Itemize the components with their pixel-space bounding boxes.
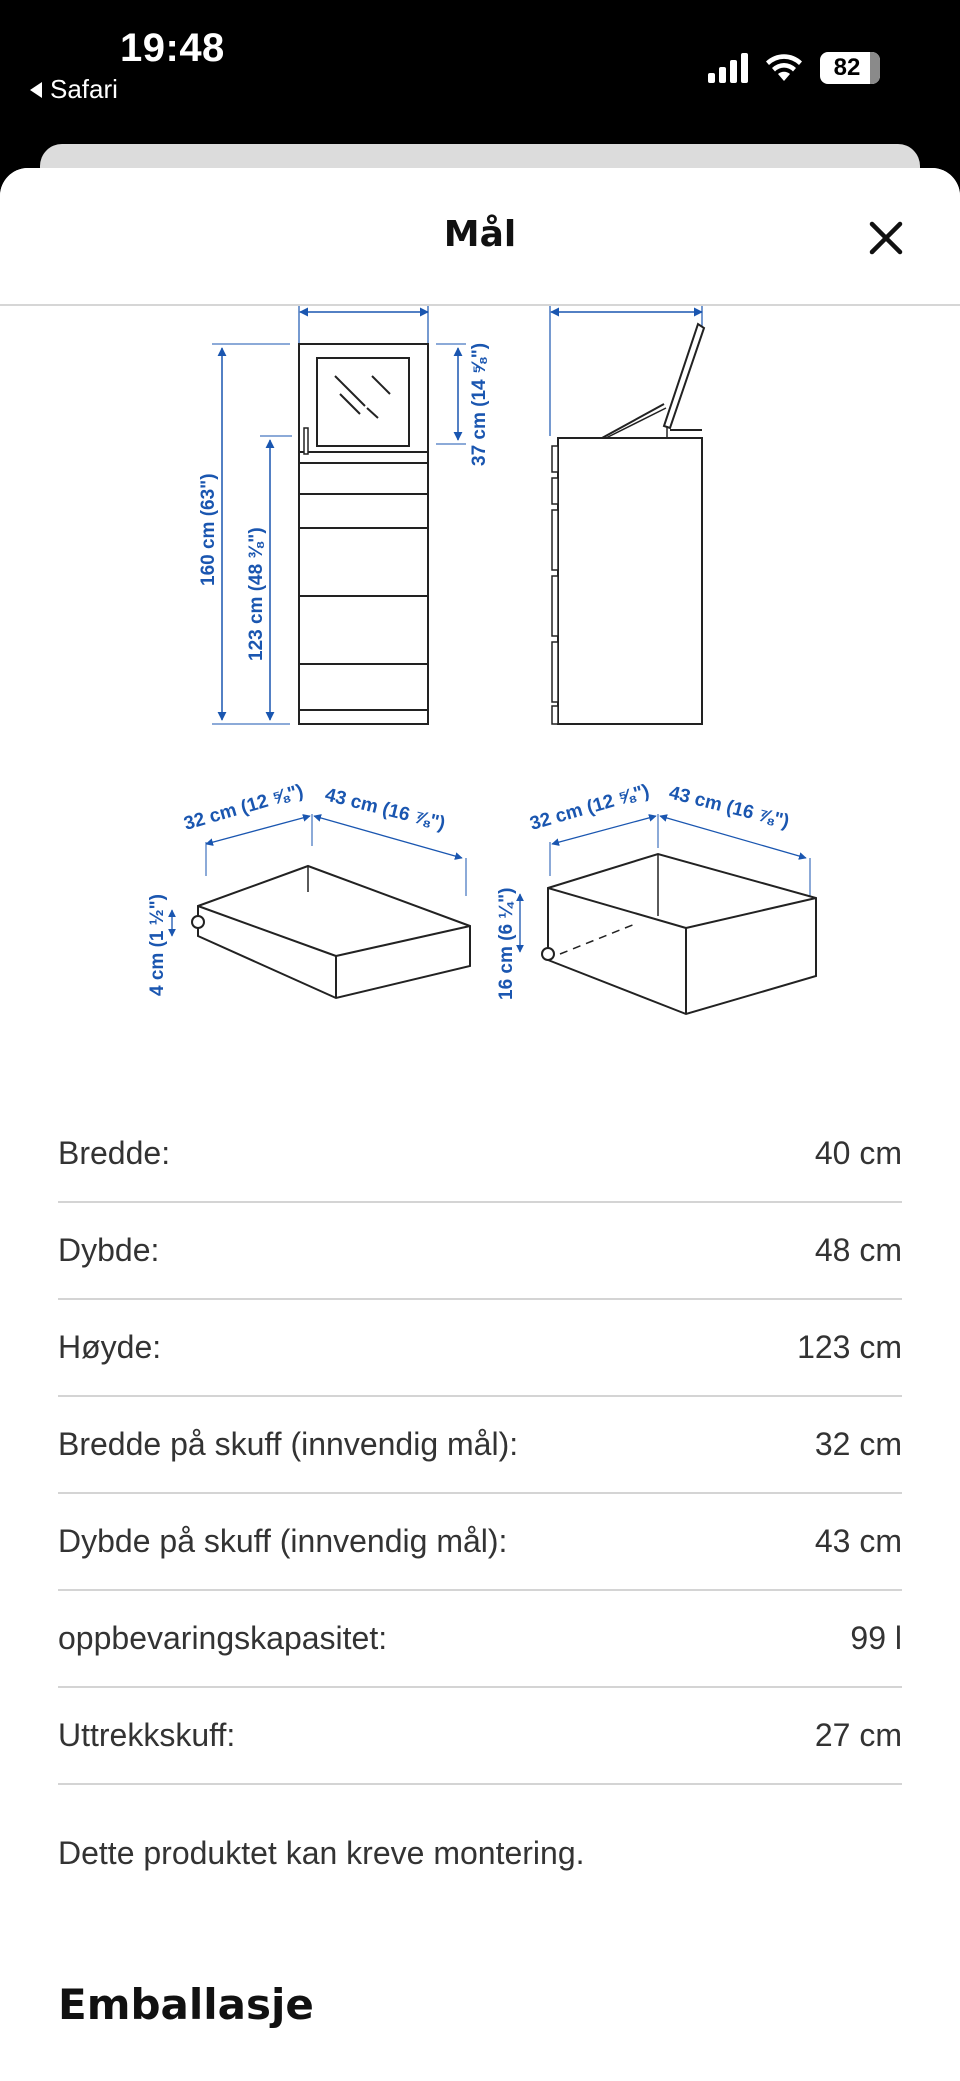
status-icons (708, 52, 880, 84)
front-total-height-label: 160 cm (63") (198, 473, 219, 586)
spec-value: 123 cm (797, 1329, 902, 1365)
spec-value: 43 cm (814, 1523, 902, 1559)
dimension-illustration (0, 276, 960, 1106)
large-drawer-depth-label: 43 cm (16 ⅞") (666, 782, 792, 833)
back-to-safari-button[interactable] (30, 74, 118, 105)
spec-label: oppbevaringskapasitet: (58, 1620, 388, 1656)
spec-value: 99 l (850, 1620, 902, 1656)
status-time: 19:48 (120, 26, 225, 70)
spec-label: Bredde på skuff (innvendig mål): (58, 1426, 519, 1462)
spec-value: 40 cm (814, 1135, 902, 1171)
cellular-signal-icon (708, 53, 748, 83)
spec-row-height (58, 1300, 902, 1397)
side-view-drawing (550, 282, 704, 724)
small-drawer-width-label: 32 cm (12 ⅝") (181, 780, 306, 835)
battery-icon (820, 52, 880, 84)
spec-row-storage-capacity (58, 1591, 902, 1688)
status-bar (0, 0, 960, 140)
wifi-icon (766, 54, 802, 82)
spec-value: 32 cm (814, 1426, 902, 1462)
spec-row-depth (58, 1203, 902, 1300)
small-drawer-height-label: 4 cm (1 ½") (147, 894, 168, 996)
spec-row-drawer-extension (58, 1688, 902, 1785)
close-icon[interactable] (864, 216, 908, 260)
assembly-note: Dette produktet kan kreve montering. (58, 1835, 585, 1871)
large-drawer-height-label: 16 cm (6 ¼") (496, 887, 517, 1000)
spec-label: Bredde: (58, 1135, 171, 1171)
spec-value: 48 cm (814, 1232, 902, 1268)
front-body-height-label: 123 cm (48 ⅜") (246, 527, 267, 661)
spec-row-drawer-depth (58, 1494, 902, 1591)
spec-value: 27 cm (814, 1717, 902, 1753)
front-view-drawing (198, 282, 490, 724)
dimension-diagram (0, 306, 960, 1106)
packaging-section-title: Emballasje (58, 1980, 314, 2029)
spec-label: Høyde: (58, 1329, 162, 1365)
spec-label: Dybde på skuff (innvendig mål): (58, 1523, 508, 1559)
sheet-header (0, 168, 960, 306)
spec-row-width (58, 1106, 902, 1203)
dimensions-sheet (0, 168, 960, 2081)
front-mirror-height-label: 37 cm (14 ⅝") (469, 342, 490, 466)
spec-label: Uttrekkskuff: (58, 1717, 236, 1753)
small-drawer-drawing (147, 781, 470, 998)
large-drawer-width-label: 32 cm (12 ⅝") (527, 780, 652, 835)
sheet-content (0, 306, 960, 2029)
spec-label: Dybde: (58, 1232, 160, 1268)
battery-percent: 82 (833, 54, 861, 81)
dimension-spec-list (58, 1106, 902, 1785)
sheet-title: Mål (443, 214, 517, 255)
back-app-label: Safari (50, 74, 118, 104)
large-drawer-drawing (496, 781, 816, 1014)
spec-row-drawer-width (58, 1397, 902, 1494)
back-arrow-icon (30, 82, 42, 98)
small-drawer-depth-label: 43 cm (16 ⅞") (322, 784, 448, 835)
